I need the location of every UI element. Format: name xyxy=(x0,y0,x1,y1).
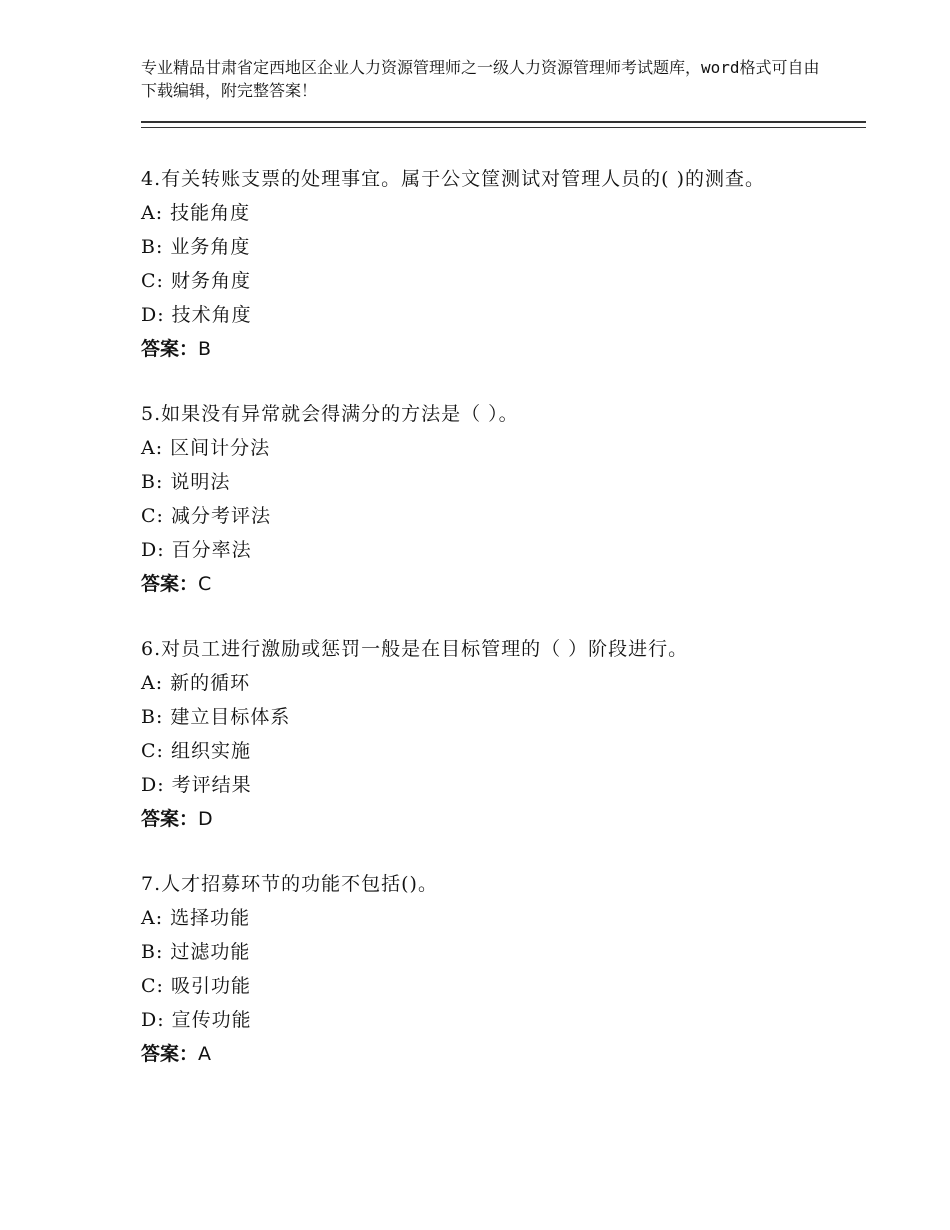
option-a: A: 选择功能 xyxy=(141,907,251,929)
answer-value: A xyxy=(198,1043,212,1065)
answer-label: 答案： xyxy=(141,808,199,830)
question-stem: 7.人才招募环节的功能不包括()。 xyxy=(141,873,438,895)
question-7 xyxy=(141,867,821,1071)
question-5 xyxy=(141,397,821,601)
option-c: C: 财务角度 xyxy=(141,270,251,292)
option-b: B: 建立目标体系 xyxy=(141,706,291,728)
answer-value: B xyxy=(198,338,212,360)
answer-label: 答案： xyxy=(141,573,199,595)
option-a: A: 新的循环 xyxy=(141,672,251,694)
question-6 xyxy=(141,632,821,836)
answer-label: 答案： xyxy=(141,338,199,360)
option-c: C: 吸引功能 xyxy=(141,975,251,997)
answer-value: D xyxy=(198,808,213,830)
answer-line xyxy=(141,1037,821,1071)
answer-line xyxy=(141,802,821,836)
option-b: B: 说明法 xyxy=(141,471,231,493)
answer-line xyxy=(141,567,821,601)
document-title: 专业精品甘肃省定西地区企业人力资源管理师之一级人力资源管理师考试题库，word格式可自由下载编辑，附完整答案！ xyxy=(141,58,820,100)
question-stem: 4.有关转账支票的处理事宜。属于公文筐测试对管理人员的( )的测查。 xyxy=(141,168,765,190)
option-d: D: 宣传功能 xyxy=(141,1009,252,1031)
question-stem: 6.对员工进行激励或惩罚一般是在目标管理的（ ）阶段进行。 xyxy=(141,638,689,660)
question-list xyxy=(141,162,821,1102)
answer-value: C xyxy=(198,573,212,595)
option-d: D: 技术角度 xyxy=(141,304,252,326)
option-d: D: 百分率法 xyxy=(141,539,252,561)
option-d: D: 考评结果 xyxy=(141,774,252,796)
option-c: C: 减分考评法 xyxy=(141,505,271,527)
question-4 xyxy=(141,162,821,366)
answer-line xyxy=(141,332,821,366)
option-a: A: 技能角度 xyxy=(141,202,251,224)
option-b: B: 过滤功能 xyxy=(141,941,251,963)
option-a: A: 区间计分法 xyxy=(141,437,271,459)
option-c: C: 组织实施 xyxy=(141,740,251,762)
answer-label: 答案： xyxy=(141,1043,199,1065)
question-stem: 5.如果没有异常就会得满分的方法是（ ）。 xyxy=(141,403,519,425)
document-header xyxy=(141,56,821,102)
option-b: B: 业务角度 xyxy=(141,236,251,258)
header-divider xyxy=(141,121,866,128)
